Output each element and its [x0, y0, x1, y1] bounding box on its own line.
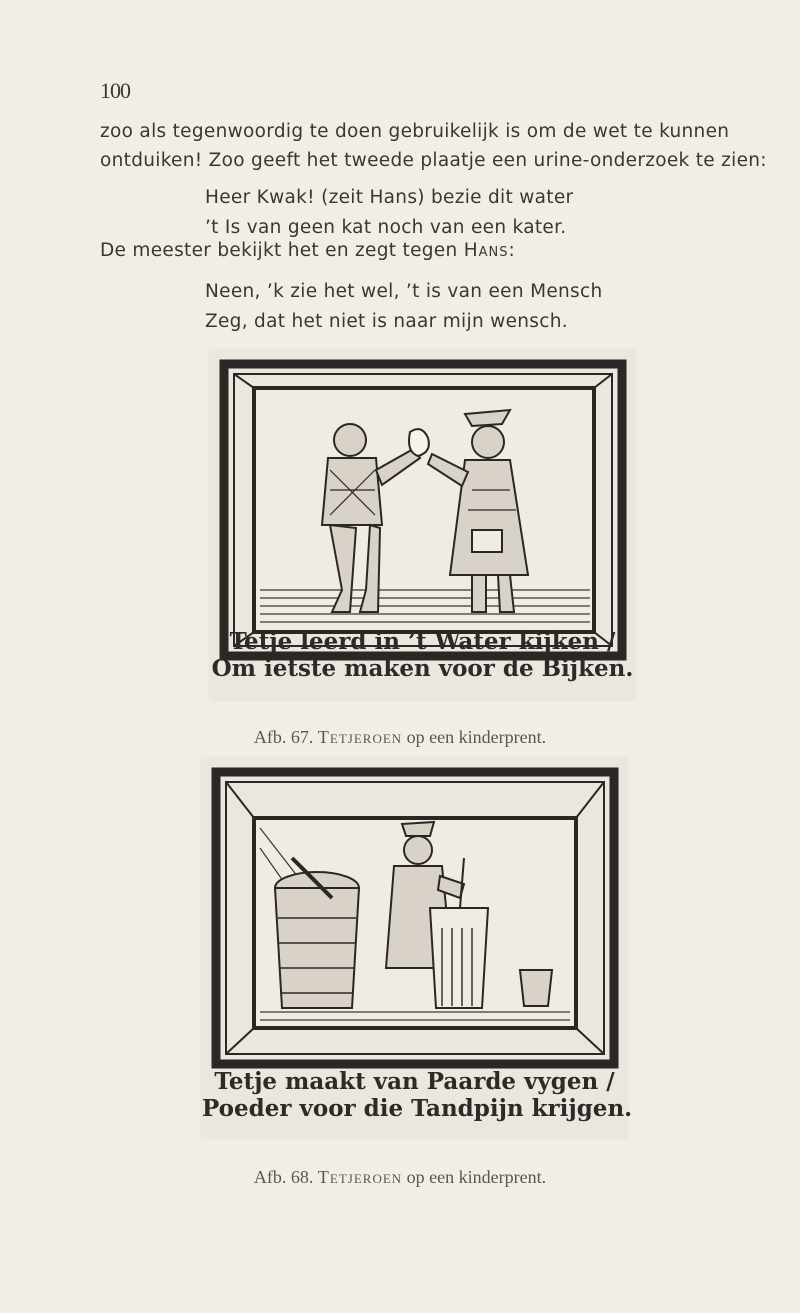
caption-number: Afb. 68. [253, 1167, 314, 1187]
verse-line: Zeg, dat het niet is naar mijn wensch. [205, 311, 568, 332]
intro-paragraph [100, 117, 767, 175]
verse-line: Neen, ’k zie het wel, ’t is van een Mensch [205, 281, 603, 302]
caption-name: Tetjeroen [317, 727, 403, 747]
middle-paragraph [100, 236, 740, 265]
caption-number: Afb. 67. [253, 727, 314, 747]
middle-text: De meester bekijkt het en zegt tegen [100, 240, 464, 261]
woodcut-figure-67 [210, 350, 635, 700]
blackletter-line: Om ietste maken voor de Bijken. [211, 655, 634, 682]
blackletter-line: Tetje maakt van Paarde vygen / [214, 1068, 615, 1095]
verse-line: ’t Is van geen kat noch van een kater. [205, 217, 567, 238]
caption-text: op een kinderprent. [406, 727, 547, 747]
woodcut-caption-67 [210, 628, 635, 682]
woodcut-figure-68 [202, 758, 633, 1138]
middle-colon: : [508, 240, 516, 261]
figure-caption-68 [0, 1167, 800, 1188]
blackletter-line: Poeder voor die Tandpijn krijgen. [202, 1095, 633, 1122]
page-number: 100 [100, 78, 130, 103]
caption-text: op een kinderprent. [406, 1167, 547, 1187]
figure-caption-67 [0, 727, 800, 748]
verse-one [205, 183, 573, 243]
caption-name: Tetjeroen [317, 1167, 403, 1187]
blackletter-line: Tetje leerd in ’t Water kijken / [229, 628, 616, 655]
speaker-name: Hans [463, 240, 509, 261]
verse-line: Heer Kwak! (zeit Hans) bezie dit water [205, 187, 574, 208]
intro-line: ontduiken! Zoo geeft het tweede plaatje een urine-onderzoek te zien: [100, 150, 767, 171]
verse-two [205, 277, 602, 337]
woodcut-caption-68 [202, 1068, 633, 1122]
intro-line: zoo als tegenwoordig te doen gebruikelijk is om de wet te kunnen [100, 121, 730, 142]
